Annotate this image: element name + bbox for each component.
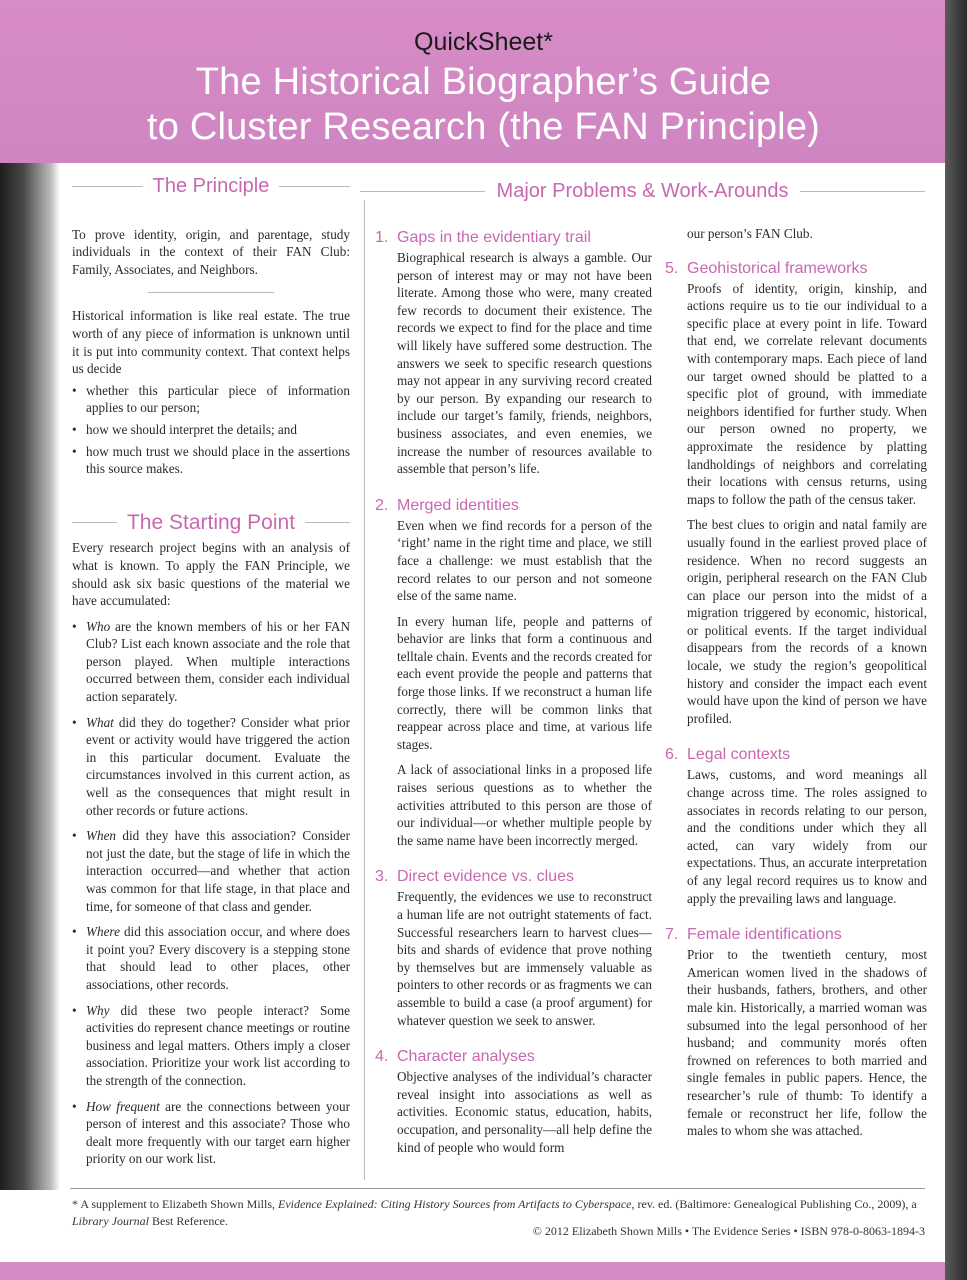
- section-evidence: 3. Direct evidence vs. clues Frequently, the evidences we use to reconstruct a human life are not outright statements of fact. Successful researchers learn to harvest clues—bits and shards of evidence that prove nothing by themselves but are immensely valuable as pointers to other records or as fragments we can assemble to build a case (a proof argument) for whatever question we seek to answer.: [375, 868, 652, 1028]
- list-item: • Where did this association occur, and where does it point you? Every discovery is a stepping stone that should lead to other places, other associations, other records.: [72, 923, 350, 993]
- copyright: © 2012 Elizabeth Shown Mills • The Evidence Series • ISBN 978-0-8063-1894-3: [532, 1224, 925, 1238]
- list-item: • Who are the known members of his or her FAN Club? List each known associate and the role that person played. When multiple interactions occurred between them, consider each individual action separately.: [72, 618, 350, 706]
- real-estate-text: Historical information is like real estate. The true worth of any piece of information is unknown until it is put into community context. That context helps us decide: [72, 308, 350, 377]
- principle-heading: The Principle: [72, 178, 350, 196]
- title-line-2: to Cluster Research (the FAN Principle): [146, 106, 821, 148]
- starting-heading: The Starting Point: [72, 514, 350, 532]
- section-geohistorical: 5. Geohistorical frameworks Proofs of identity, origin, kinship, and actions require us to tie our individual to a specific place at every point in life. Toward that end, we correlate relevant documents with contemporary maps. Each piece of land our target owned should be platted to a specific plot of ground, with immediate neighbors identified for further study. When our person owned no property, we approximate the residence by platting landholdings of neighbors and correlating their locations with census returns, using maps to follow the path of the census taker. The best clues to origin and natal family are usually found in the earliest proved place of residence. When no record suggests an origin, peripheral research on the FAN Club can place our person into the midst of a migration triggered by economic, historical, or political events. If the target individual disappears from the records of a known locale, we study the region’s geopolitical history and consider the impact each event would have upon the kind of person we have profiled.: [665, 259, 927, 726]
- section-merged: 2. Merged identities Even when we find records for a person of the ‘right’ name in the right time and place, we still face a challenge: we must establish that the record relates to our person and not someone else of the same name. In every human life, people and patterns of behavior are links that form a continuous and telltale chain. Events and the records created for each event provide the people and patterns that forge those links. If we reconstruct a human life correctly, there will be common links that reappear across place and time, at various life stages. A lack of associational links in a proposed life raises serious questions as to whether the activities attributed to this person are those of our individual—or whether multiple people by the same name have been incorrectly merged.: [375, 496, 652, 848]
- list-item: • how much trust we should place in the assertions this source makes.: [72, 443, 350, 478]
- problems-heading: Major Problems & Work-Arounds: [360, 180, 925, 203]
- footnote-text: * A supplement to Elizabeth Shown Mills, Evidence Explained: Citing History Sources from Artifacts to Cyberspace, rev. ed. (Baltimore: Genealogical Publishing Co., 2009), a Library Journal Best Reference.: [72, 1197, 917, 1228]
- right-column: [665, 225, 927, 1158]
- quicksheet-label: QuickSheet*: [414, 28, 553, 56]
- list-item: • Why did these two people interact? Some activities do represent chance meetings or routine business and legal matters. Others imply a closer association. Prioritize your work list according to the strength of the connection.: [72, 1002, 350, 1090]
- question-list: [72, 618, 350, 1168]
- section-gaps: 1. Gaps in the evidentiary trail Biographical research is always a gamble. Our person of interest may or may not have been literate. Among those who were, many created few records to document their existence. The records we expect to find for the place and time will likely have suffered some destruction. The answers we seek to specific research questions may not appear in any surviving record created by our person. By expanding our research to include our target’s family, friends, neighbors, business associates, and even enemies, we increase the number of resources available to assemble that person’s life.: [375, 229, 652, 477]
- binding-shadow: [0, 163, 60, 1190]
- list-item: • How frequent are the connections between your person of interest and this associate? Those who dealt more frequently with our target earn higher priority on our work list.: [72, 1098, 350, 1168]
- list-item: • When did they have this association? Consider not just the date, but the stage of life in which the interaction occurred—and whether that action was common for that life stage, in that place and time, for someone of that class and gender.: [72, 827, 350, 915]
- section-female: 7. Female identifications Prior to the twentieth century, most American women lived in the shadows of their husbands, fathers, brothers, and other male kin. Historically, a married woman was subsumed into the legal personhood of her husband; and community morés often frowned on references to both married and single females in public papers. Hence, the researcher’s rule of thumb: To identify a female or reconstruct her life, follow the males to whom she was attached.: [665, 926, 927, 1139]
- list-item: • What did they do together? Consider what prior event or activity would have triggered the action in this particular document. Evaluate the circumstances involved in this current action, as well as the consequences that might result in other records or future actions.: [72, 714, 350, 820]
- principle-text: To prove identity, origin, and parentage, study individuals in the context of their FAN Club: Family, Associates, and Neighbors.: [72, 226, 350, 277]
- section-legal: 6. Legal contexts Laws, customs, and word meanings all change across time. The roles assigned to associates in records relating to our person, and the conditions under which they all acted, can vary widely from our expectations. Thus, an accurate interpretation of any legal record requires us to know and apply the prevailing laws and language.: [665, 746, 927, 906]
- section-character: 4. Character analyses Objective analyses of the individual’s character reveal insight into associations as well as activities. Economic status, education, habits, occupation, and personality—all help define the kind of people who would form: [375, 1048, 652, 1155]
- bottom-band: [0, 1262, 945, 1280]
- left-column: [72, 175, 350, 1176]
- list-item: • whether this particular piece of information applies to our person;: [72, 382, 350, 417]
- continued-text: our person’s FAN Club.: [687, 226, 813, 241]
- title-line-1: The Historical Biographer’s Guide: [195, 61, 772, 103]
- column-divider: [364, 200, 365, 1180]
- starting-intro: Every research project begins with an analysis of what is known. To apply the FAN Principle, we should ask six basic questions of the material we have accumulated:: [72, 540, 350, 609]
- divider: [148, 292, 274, 293]
- middle-column: [375, 228, 652, 1174]
- principle-list: [72, 382, 350, 478]
- list-item: • how we should interpret the details; and: [72, 421, 350, 439]
- footnote: [72, 1196, 925, 1238]
- title-banner: [0, 0, 967, 163]
- page-edge-shadow: [945, 0, 967, 1280]
